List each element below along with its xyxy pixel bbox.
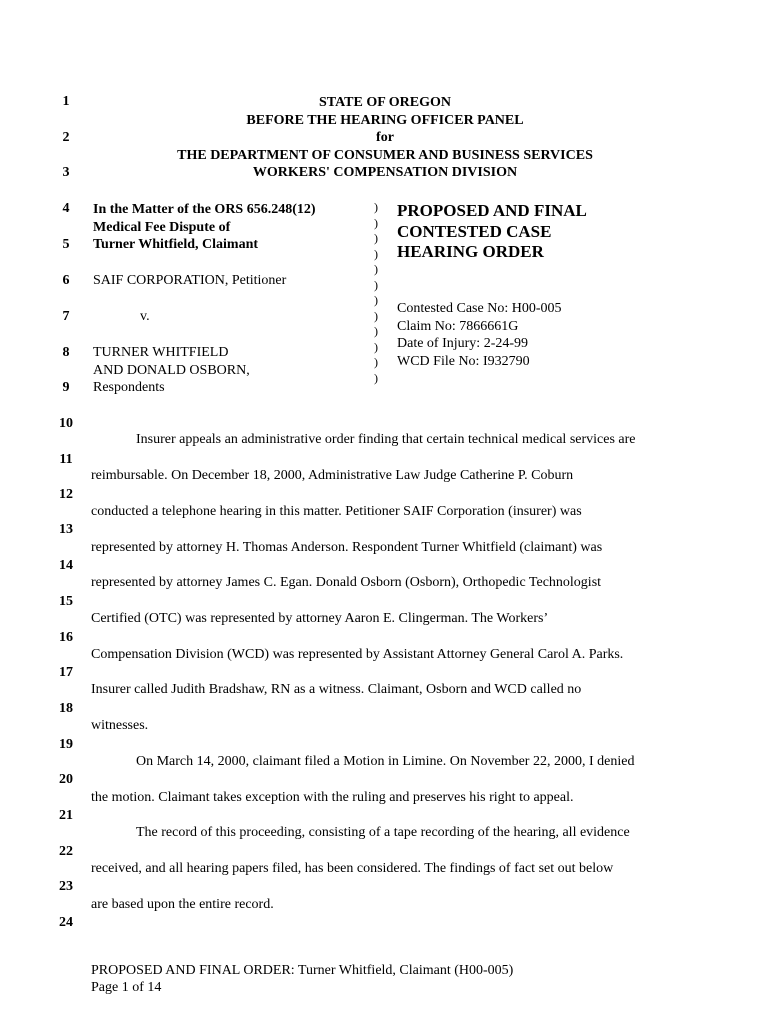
- paren-mark: ): [374, 262, 378, 276]
- matter-line: Turner Whitfield, Claimant: [93, 237, 259, 252]
- order-title-line: CONTESTED CASE: [397, 221, 552, 241]
- body-line: On March 14, 2000, claimant filed a Motion in Limine. On November 22, 2000, I denied: [136, 754, 635, 769]
- line-number: 23: [59, 879, 73, 894]
- case-number: Contested Case No: H00-005: [397, 301, 562, 316]
- respondent-line: AND DONALD OSBORN,: [93, 362, 250, 378]
- line-number: 3: [62, 165, 70, 180]
- line-number: 16: [59, 630, 73, 645]
- document-header: [80, 94, 690, 182]
- header-department: THE DEPARTMENT OF CONSUMER AND BUSINESS SERVICES: [177, 147, 593, 163]
- header-panel: BEFORE THE HEARING OFFICER PANEL: [246, 112, 524, 128]
- line-number: 24: [59, 915, 73, 930]
- respondent-line: TURNER WHITFIELD: [93, 345, 229, 360]
- paren-mark: ): [374, 215, 378, 230]
- header-for: for: [376, 130, 394, 145]
- matter-line: In the Matter of the ORS 656.248(12): [93, 202, 316, 217]
- body-line: are based upon the entire record.: [91, 897, 274, 912]
- line-number: 5: [62, 237, 70, 252]
- paren-mark: ): [374, 308, 378, 323]
- body-line: Insurer called Judith Bradshaw, RN as a witness. Claimant, Osborn and WCD called no: [91, 682, 582, 697]
- paren-mark: ): [374, 339, 378, 354]
- order-title: [397, 201, 587, 263]
- order-title-line: HEARING ORDER: [397, 242, 544, 261]
- page-footer: [91, 962, 513, 996]
- matter-line: Medical Fee Dispute of: [93, 219, 231, 235]
- versus-line: v.: [140, 309, 150, 324]
- order-title-line: PROPOSED AND FINAL: [397, 201, 587, 220]
- line-number: 1: [62, 94, 70, 109]
- body-line: the motion. Claimant takes exception with the ruling and preserves his right to appeal.: [91, 790, 574, 805]
- line-number: 4: [62, 201, 70, 216]
- line-number: 20: [59, 772, 73, 787]
- line-number: 10: [59, 416, 73, 431]
- paren-mark: ): [374, 231, 378, 245]
- wcd-file-number: WCD File No: I932790: [397, 353, 530, 369]
- line-number: 17: [59, 665, 73, 680]
- line-number: 8: [62, 345, 70, 360]
- injury-date: Date of Injury: 2-24-99: [397, 336, 529, 351]
- line-number: 14: [59, 558, 73, 573]
- footer-title: PROPOSED AND FINAL ORDER: Turner Whitfield, Claimant (H00-005): [91, 963, 514, 978]
- line-number: 21: [59, 808, 73, 823]
- paren-mark: ): [374, 355, 378, 369]
- body-line: Insurer appeals an administrative order finding that certain technical medical services are: [136, 432, 636, 447]
- body-line: conducted a telephone hearing in this matter. Petitioner SAIF Corporation (insurer) was: [91, 504, 582, 519]
- line-number: 12: [59, 487, 73, 502]
- paren-mark: ): [374, 200, 378, 214]
- line-number: 19: [59, 737, 73, 752]
- line-number: 7: [62, 309, 70, 324]
- body-line: The record of this proceeding, consisting of a tape recording of the hearing, all evidence: [136, 825, 630, 840]
- body-line: Compensation Division (WCD) was represented by Assistant Attorney General Carol A. Parks.: [91, 647, 624, 662]
- paren-mark: ): [374, 293, 378, 307]
- line-number: 18: [59, 701, 73, 716]
- line-number: 22: [59, 844, 73, 859]
- petitioner-line: SAIF CORPORATION, Petitioner: [93, 273, 287, 288]
- line-number: 6: [62, 273, 70, 288]
- respondents-caption: [93, 344, 250, 397]
- body-line: reimbursable. On December 18, 2000, Administrative Law Judge Catherine P. Coburn: [91, 468, 574, 483]
- matter-caption: [93, 201, 316, 254]
- body-line: received, and all hearing papers filed, has been considered. The findings of fact set out below: [91, 861, 614, 876]
- line-number: 15: [59, 594, 73, 609]
- respondent-line: Respondents: [93, 380, 165, 395]
- paren-mark: ): [374, 246, 378, 261]
- paren-mark: ): [374, 324, 378, 338]
- line-number: 11: [59, 452, 73, 467]
- body-line: Certified (OTC) was represented by attorney Aaron E. Clingerman. The Workers’: [91, 611, 549, 626]
- body-line: witnesses.: [91, 718, 149, 733]
- claim-number: Claim No: 7866661G: [397, 318, 519, 334]
- case-info: [397, 300, 561, 370]
- caption-divider: [374, 200, 378, 386]
- paren-mark: ): [374, 370, 378, 385]
- body-line: represented by attorney James C. Egan. Donald Osborn (Osborn), Orthopedic Technologist: [91, 575, 602, 590]
- paren-mark: ): [374, 277, 378, 292]
- line-number: 13: [59, 522, 73, 537]
- line-number: 2: [62, 130, 70, 145]
- header-division: WORKERS' COMPENSATION DIVISION: [252, 165, 518, 180]
- body-line: represented by attorney H. Thomas Anderson. Respondent Turner Whitfield (claimant) was: [91, 540, 603, 555]
- page-number: Page 1 of 14: [91, 980, 162, 995]
- line-number: 9: [62, 380, 70, 395]
- header-state: STATE OF OREGON: [319, 95, 451, 110]
